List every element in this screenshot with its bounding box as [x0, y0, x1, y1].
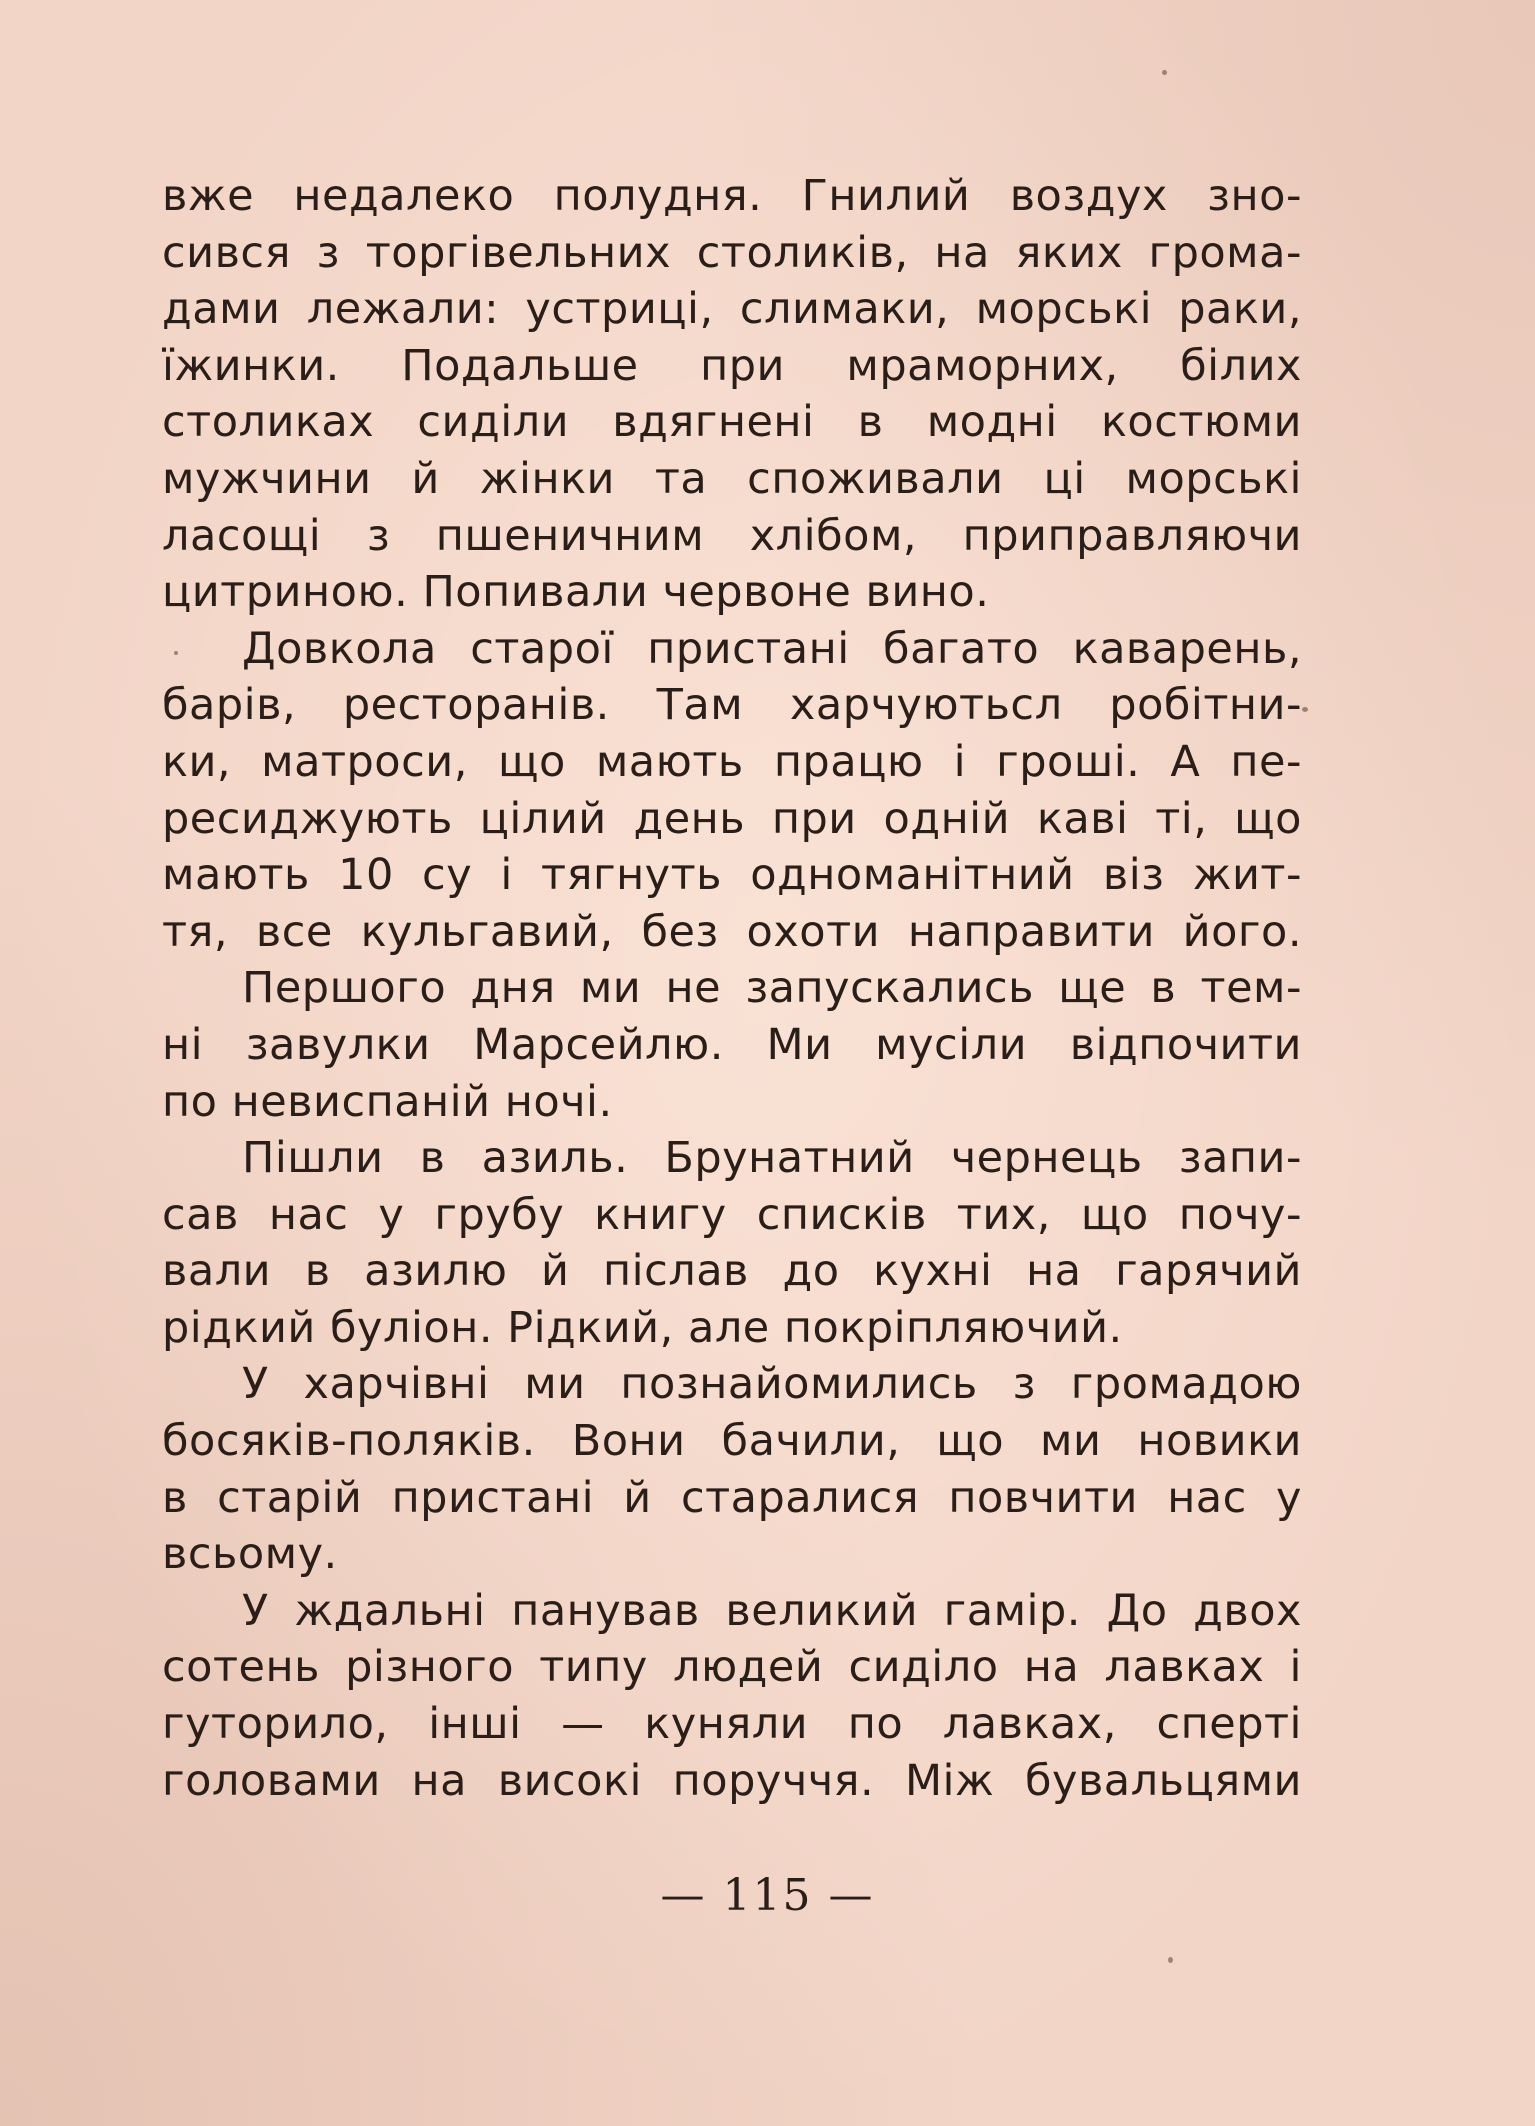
text-line: столиках сиділи вдягнені в модні костюми: [162, 397, 1302, 448]
text-line: рідкий буліон. Рідкий, але покріпляючий.: [162, 1302, 1123, 1353]
paper-speck: [1168, 1957, 1173, 1963]
text-line: сився з торгівельних столиків, на яких грома-: [162, 227, 1302, 278]
text-line: У харчівні ми познайомились з громадою: [242, 1359, 1302, 1410]
text-line: ресиджують цілий день при одній каві ті, що: [162, 793, 1302, 844]
text-line: барів, ресторанів. Там харчуютьсл робітни-: [162, 680, 1302, 731]
paper-speck: [174, 651, 178, 655]
paper-speck: [1302, 707, 1308, 712]
text-line: Довкола старої пристані багато каварень,: [242, 623, 1302, 674]
text-line: в старій пристані й старалися повчити нас у: [162, 1472, 1302, 1523]
text-line: вже недалеко полудня. Гнилий воздух зно-: [162, 171, 1302, 221]
text-line: ні завулки Марсейлю. Ми мусіли відпочити: [162, 1019, 1302, 1070]
text-line: мають 10 су і тягнуть одноманітний віз жит-: [162, 850, 1302, 901]
text-line: вали в азилю й післав до кухні на гарячий: [162, 1246, 1302, 1297]
text-line: всьому.: [162, 1529, 338, 1580]
paper-speck: [1162, 70, 1167, 75]
text-line: сав нас у грубу книгу списків тих, що почу-: [162, 1189, 1302, 1240]
text-line: головами на високі поруччя. Між бувальцями: [162, 1755, 1302, 1806]
text-line: Першого дня ми не запускались ще в тем-: [242, 963, 1302, 1014]
text-line: сотень різного типу людей сиділо на лавках і: [162, 1642, 1302, 1693]
text-line: ласощі з пшеничним хлібом, приправляючи: [162, 510, 1302, 561]
text-line: їжинки. Подальше при мраморних, білих: [162, 340, 1302, 391]
text-line: мужчини й жінки та споживали ці морські: [162, 453, 1302, 504]
text-line: ки, матроси, що мають працю і гроші. А пе-: [162, 736, 1302, 787]
text-line: цитриною. Попивали червоне вино.: [162, 567, 990, 618]
page-number: — 115 —: [660, 1870, 875, 1921]
text-line: Пішли в азиль. Брунатний чернець запи-: [242, 1133, 1302, 1184]
text-line: по невиспаній ночі.: [162, 1076, 613, 1127]
text-line: У ждальні панував великий гамір. До двох: [242, 1585, 1302, 1636]
body-text: [162, 168, 1302, 1809]
text-line: тя, все кульгавий, без охоти направити його.: [162, 906, 1302, 957]
text-line: дами лежали: устриці, слимаки, морські раки,: [162, 284, 1302, 335]
text-line: босяків-поляків. Вони бачили, що ми новики: [162, 1416, 1302, 1467]
text-line: гуторило, інші — куняли по лавках, сперті: [162, 1699, 1302, 1750]
